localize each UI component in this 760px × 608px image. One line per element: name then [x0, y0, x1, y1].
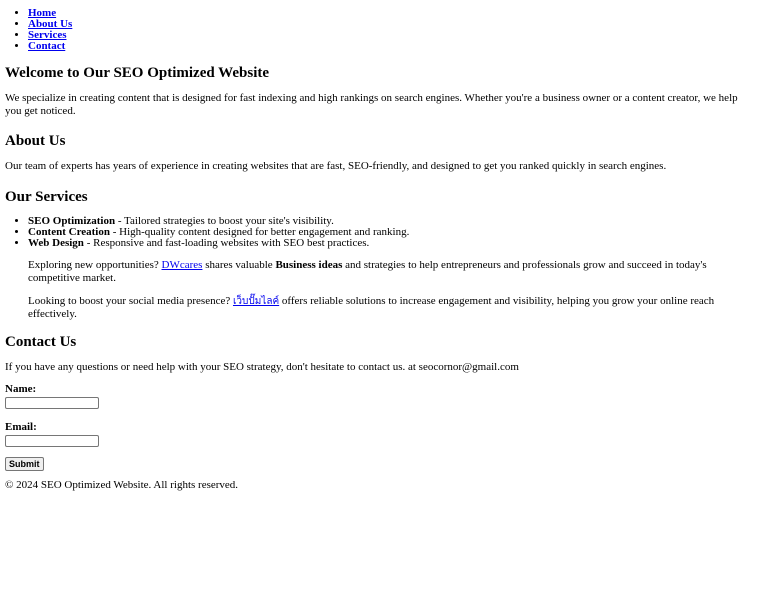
opps-pre: Exploring new opportunities? [28, 258, 162, 271]
social-post: offers reliable solutions to increase engagement and visibility, helping you grow your online reach effectively. [28, 294, 715, 321]
about-text: Our team of experts has years of experience in creating websites that are fast, SEO-friendly, and designed to get you ranked quickly in search engines. [5, 160, 667, 173]
service-desc: - High-quality content designed for better engagement and ranking. [109, 225, 410, 238]
submit-button[interactable]: Submit [5, 457, 44, 471]
nav-link-contact[interactable]: Contact [28, 40, 66, 52]
dwcares-link[interactable]: DWcares [161, 258, 203, 271]
page [0, 8, 760, 492]
nav-link-services[interactable]: Services [28, 29, 67, 41]
service-item [28, 238, 755, 249]
contact-text: If you have any questions or need help with your SEO strategy, don't hesitate to contact us. at seocornor@gmail.com [5, 361, 519, 374]
about-heading: About Us [5, 133, 66, 150]
nav-link-about[interactable]: About Us [28, 18, 73, 30]
service-desc: - Responsive and fast-loading websites with SEO best practices. [83, 236, 370, 249]
copyright-text: © 2024 SEO Optimized Website. All rights reserved. [5, 479, 239, 492]
opps-post: and strategies to help entrepreneurs and professionals grow and succeed in today's competitive market. [28, 258, 707, 284]
contact-form [5, 383, 755, 472]
nav-item-home [28, 8, 755, 19]
social-pre: Looking to boost your social media presence? [28, 294, 233, 307]
service-name: Content Creation [28, 225, 110, 238]
services-heading: Our Services [5, 188, 88, 205]
email-input[interactable] [5, 435, 99, 447]
nav-item-services [28, 30, 755, 41]
opportunities-text [28, 259, 755, 285]
services-list [5, 216, 755, 249]
footer [5, 479, 755, 492]
email-label: Email: [5, 420, 37, 433]
nav-item-contact [28, 41, 755, 52]
name-input[interactable] [5, 397, 99, 409]
social-text [28, 295, 755, 321]
service-name: Web Design [28, 236, 84, 249]
nav-item-about [28, 19, 755, 30]
opps-mid: shares valuable [202, 258, 276, 271]
service-desc: - Tailored strategies to boost your site's visibility. [115, 214, 334, 227]
page-title: Welcome to Our SEO Optimized Website [5, 65, 270, 81]
main-nav [5, 8, 755, 52]
nav-link-home[interactable]: Home [28, 7, 57, 19]
social-link[interactable]: เว็บปั๊มไลค์ [232, 295, 280, 307]
form-gap [5, 409, 755, 421]
intro-text: We specialize in creating content that is designed for fast indexing and high rankings on search engines. Whether you're a business owner or a content creator, we help you get noticed. [5, 92, 738, 118]
contact-heading: Contact Us [5, 334, 77, 351]
name-label: Name: [5, 382, 37, 395]
service-name: SEO Optimization [28, 214, 116, 227]
business-ideas-text: Business ideas [275, 258, 343, 271]
